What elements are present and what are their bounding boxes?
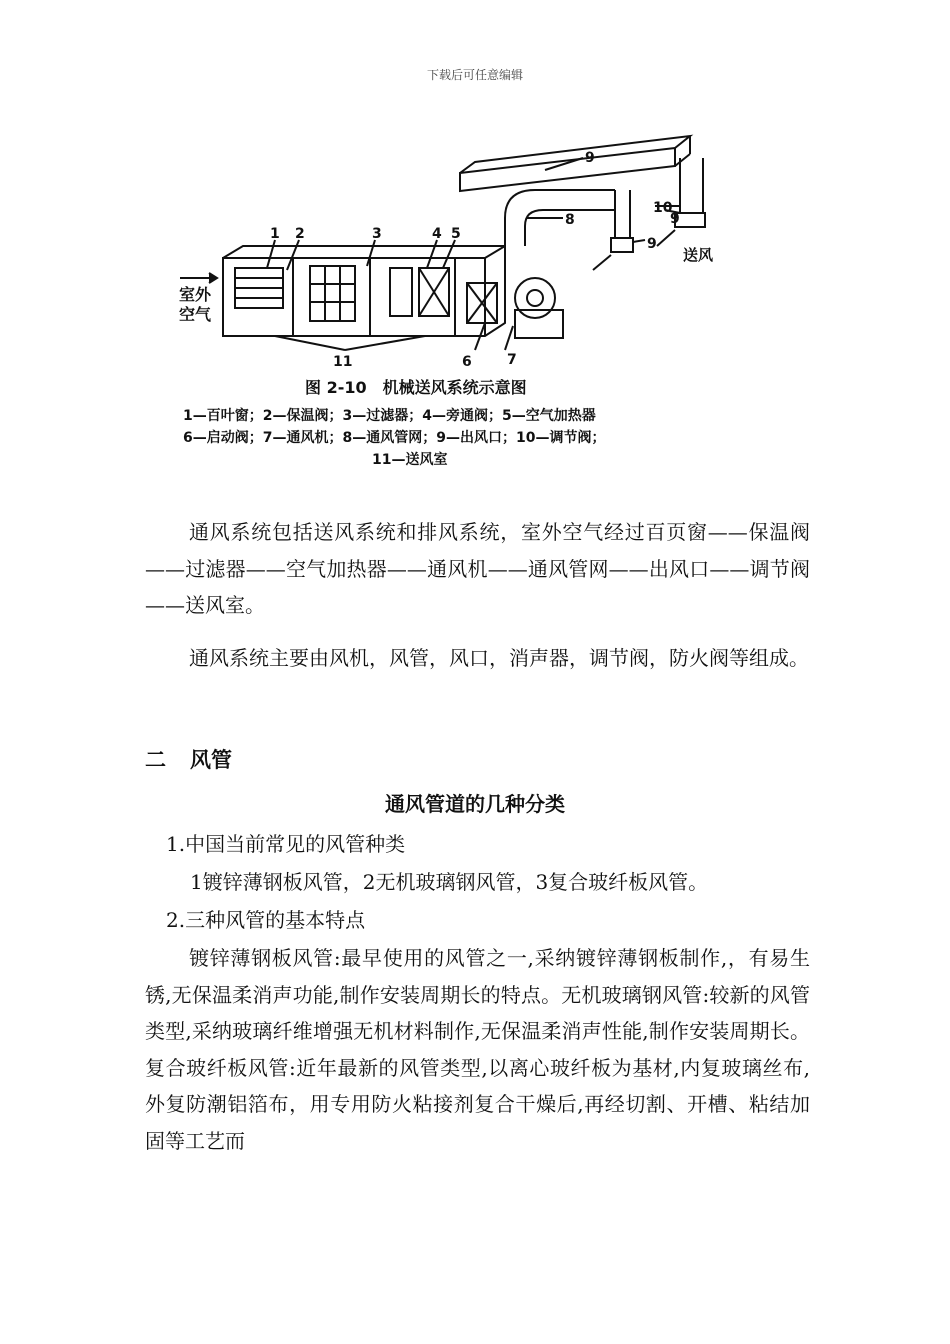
- label-10: 10: [653, 200, 673, 216]
- label-11: 11: [333, 354, 353, 370]
- list-item-1-detail: 1镀锌薄钢板风管，2无机玻璃钢风管，3复合玻纤板风管。: [190, 870, 709, 894]
- label-4: 4: [432, 226, 442, 242]
- list-item-2: 2.三种风管的基本特点: [166, 908, 366, 932]
- bypass-valve-shape: [390, 268, 412, 316]
- fan-shape: [515, 278, 555, 318]
- paragraph-components: 通风系统主要由风机，风管，风口，消声器，调节阀，防火阀等组成。: [189, 646, 809, 670]
- branch-duct-right: [680, 158, 703, 213]
- label-outdoor-air-1: 室外: [179, 285, 212, 304]
- top-duct: [460, 148, 675, 191]
- figure-legend-line-2: 6—启动阀；7—通风机；8—通风管网；9—出风口；10—调节阀；: [183, 430, 606, 446]
- outlet-left: [611, 238, 633, 252]
- subsection-title: 通风管道的几种分类: [385, 792, 565, 816]
- label-supply-air: 送风: [683, 246, 714, 264]
- figure-legend-line-3: 11—送风室: [372, 452, 448, 468]
- figure-caption: 图 2-10 机械送风系统示意图: [305, 378, 527, 397]
- air-handling-unit: [223, 246, 505, 336]
- section-title: 风管: [190, 748, 232, 772]
- label-8: 8: [565, 212, 575, 228]
- list-item-1: 1.中国当前常见的风管种类: [166, 832, 406, 856]
- label-9-left: 9: [647, 236, 657, 252]
- filter-shape: [310, 266, 355, 321]
- figure-legend-line-1: 1—百叶窗；2—保温阀；3—过滤器；4—旁通阀；5—空气加热器: [183, 408, 596, 424]
- label-7: 7: [507, 352, 517, 368]
- label-9-top: 9: [585, 150, 595, 166]
- section-number: 二: [145, 748, 166, 772]
- ventilation-diagram: [175, 118, 735, 478]
- label-1: 1: [270, 226, 280, 242]
- page-header-note: 下载后可任意编辑: [426, 68, 523, 82]
- branch-duct-left: [615, 190, 630, 238]
- label-9-right: 9: [670, 211, 680, 227]
- label-5: 5: [451, 226, 461, 242]
- label-2: 2: [295, 226, 305, 242]
- paragraph-system-intro: 通风系统包括送风系统和排风系统，室外空气经过百页窗——保温阀——过滤器——空气加热器——通风机——通风管网——出风口——调节阀——送风室。: [145, 520, 810, 617]
- label-3: 3: [372, 226, 382, 242]
- label-outdoor-air-2: 空气: [179, 305, 212, 324]
- section-heading: [145, 744, 232, 774]
- label-6: 6: [462, 354, 472, 370]
- ventilation-diagram-figure: [175, 118, 735, 478]
- paragraph-duct-features: 镀锌薄钢板风管:最早使用的风管之一,采纳镀锌薄钢板制作,，有易生锈,无保温柔消声功能,制作安装周期长的特点。无机玻璃钢风管:较新的风管类型,采纳玻璃纤维增强无机材料制作,无保温柔消声性能,制作安装周期长。复合玻纤板风管:近年最新的风管类型,以离心玻纤板为基材,内复玻璃丝布,外复防潮铝箔布，用专用防火粘接剂复合干燥后,再经切割、开槽、粘结加固等工艺而: [145, 946, 810, 1153]
